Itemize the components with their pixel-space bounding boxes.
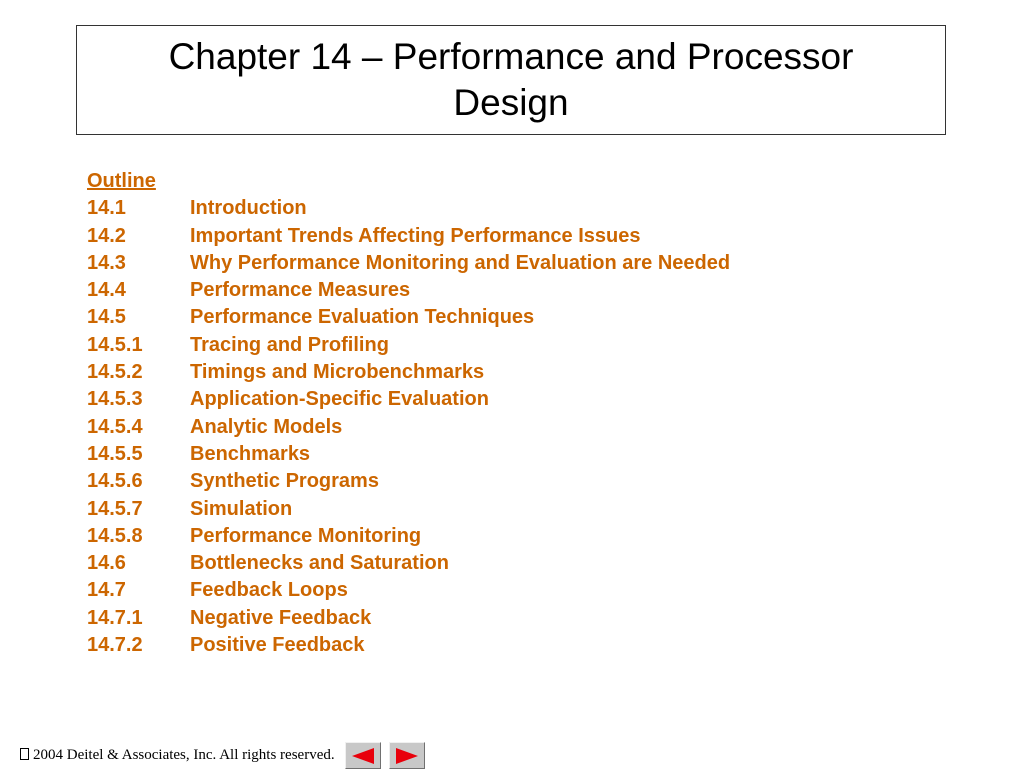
- outline-item-number: 14.6: [87, 552, 126, 575]
- outline-item: [87, 250, 887, 277]
- outline-item-label: Important Trends Affecting Performance Issues: [190, 224, 641, 247]
- outline-heading: Outline: [87, 170, 156, 192]
- outline-item-label: Negative Feedback: [190, 606, 372, 629]
- outline-item-number: 14.3: [87, 251, 126, 274]
- outline-item-number: 14.2: [87, 224, 126, 247]
- next-slide-button[interactable]: [389, 742, 425, 769]
- outline-item: [87, 304, 887, 331]
- outline-item-label: Positive Feedback: [190, 634, 365, 657]
- previous-slide-button[interactable]: [345, 742, 381, 769]
- outline-item-label: Bottlenecks and Saturation: [190, 552, 449, 575]
- outline-item: [87, 496, 887, 523]
- outline-item-label: Feedback Loops: [190, 579, 348, 602]
- outline-item-number: 14.1: [87, 197, 126, 220]
- outline-item-label: Performance Monitoring: [190, 524, 422, 547]
- outline-list: [87, 195, 887, 659]
- copyright-notice: [20, 747, 335, 764]
- outline-item: [87, 523, 887, 550]
- outline-item-number: 14.5.1: [87, 333, 143, 356]
- outline-item: [87, 550, 887, 577]
- outline-item: [87, 386, 887, 413]
- right-arrow-icon: [395, 747, 419, 765]
- slide-title-box: [76, 25, 946, 135]
- outline: [87, 168, 887, 659]
- outline-item-number: 14.5.5: [87, 442, 143, 465]
- outline-item-label: Why Performance Monitoring and Evaluation are Needed: [190, 251, 731, 274]
- outline-item-number: 14.5.4: [87, 415, 143, 438]
- left-arrow-icon: [351, 747, 375, 765]
- outline-item-label: Tracing and Profiling: [190, 333, 389, 356]
- outline-item-label: Timings and Microbenchmarks: [190, 361, 485, 384]
- outline-item: [87, 468, 887, 495]
- outline-item-label: Benchmarks: [190, 442, 311, 465]
- outline-item-number: 14.5: [87, 306, 126, 329]
- outline-item-number: 14.4: [87, 279, 126, 302]
- outline-item-number: 14.7.2: [87, 634, 143, 657]
- outline-item: [87, 277, 887, 304]
- outline-item-label: Application-Specific Evaluation: [190, 388, 489, 411]
- outline-item-number: 14.5.6: [87, 470, 143, 493]
- outline-item: [87, 223, 887, 250]
- footer: [20, 742, 433, 769]
- outline-item-label: Synthetic Programs: [190, 470, 379, 493]
- outline-item: [87, 577, 887, 604]
- outline-item-number: 14.5.2: [87, 361, 143, 384]
- outline-item-number: 14.7: [87, 579, 126, 602]
- outline-item: [87, 195, 887, 222]
- outline-item: [87, 359, 887, 386]
- outline-item-label: Simulation: [190, 497, 293, 520]
- copyright-symbol-icon: [20, 748, 29, 760]
- outline-item-number: 14.5.7: [87, 497, 143, 520]
- outline-item-number: 14.7.1: [87, 606, 143, 629]
- outline-item-label: Introduction: [190, 197, 307, 220]
- outline-item-number: 14.5.8: [87, 524, 143, 547]
- outline-item: [87, 414, 887, 441]
- slide-title: Chapter 14 – Performance and Processor Design: [168, 36, 854, 123]
- outline-item-label: Performance Measures: [190, 279, 411, 302]
- outline-item-label: Performance Evaluation Techniques: [190, 306, 535, 329]
- outline-item: [87, 332, 887, 359]
- outline-item-number: 14.5.3: [87, 388, 143, 411]
- outline-item: [87, 632, 887, 659]
- outline-item: [87, 605, 887, 632]
- copyright-text: 2004 Deitel & Associates, Inc. All rights reserved.: [33, 747, 335, 763]
- outline-item: [87, 441, 887, 468]
- outline-item-label: Analytic Models: [190, 415, 343, 438]
